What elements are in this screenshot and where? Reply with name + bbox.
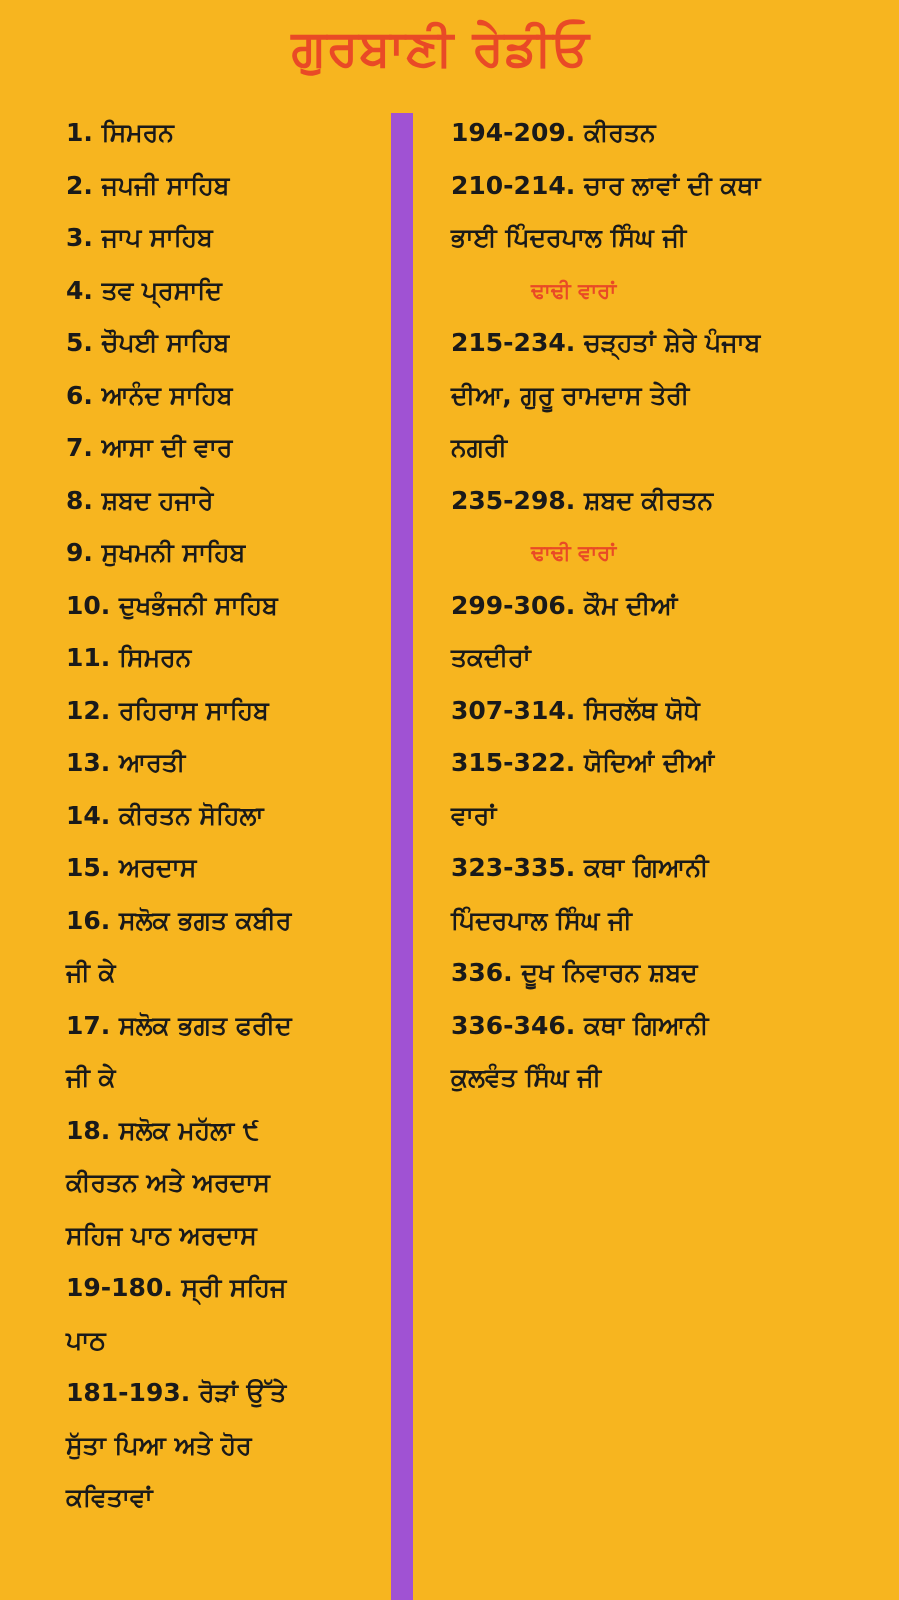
list-item: 19-180. ਸ੍ਰੀ ਸਹਿਜ bbox=[66, 1273, 287, 1302]
list-item: 10. ਦੁਖਭੰਜਨੀ ਸਾਹਿਬ bbox=[66, 590, 278, 620]
list-item: 5. ਚੌਪਈ ਸਾਹਿਬ bbox=[66, 328, 230, 357]
list-item: 11. ਸਿਮਰਨ bbox=[66, 643, 192, 672]
list-item: 1. ਸਿਮਰਨ bbox=[66, 118, 174, 147]
list-item: 307-314. ਸਿਰਲੱਥ ਯੋਧੇ bbox=[451, 695, 700, 725]
list-item: 9. ਸੁਖਮਨੀ ਸਾਹਿਬ bbox=[66, 538, 246, 567]
list-item: 336. ਦੂਖ ਨਿਵਾਰਨ ਸ਼ਬਦ bbox=[451, 958, 698, 987]
list-item: 16. ਸਲੋਕ ਭਗਤ ਕਬੀਰ bbox=[66, 905, 292, 935]
page-title: ਗੁਰਬਾਣੀ ਰੇਡੀਓ bbox=[291, 19, 590, 77]
list-item: ਨਗਰੀ bbox=[451, 433, 508, 462]
list-item: 17. ਸਲੋਕ ਭਗਤ ਫਰੀਦ bbox=[66, 1010, 292, 1040]
list-item: ਪਿੰਦਰਪਾਲ ਸਿੰਘ ਜੀ bbox=[451, 905, 632, 935]
list-item: 215-234. ਚੜ੍ਹਤਾਂ ਸ਼ੇਰੇ ਪੰਜਾਬ bbox=[451, 328, 761, 357]
list-item: ਕੀਰਤਨ ਅਤੇ ਅਰਦਾਸ bbox=[66, 1168, 270, 1197]
list-item: 7. ਆਸਾ ਦੀ ਵਾਰ bbox=[66, 433, 233, 462]
right-column-list bbox=[451, 107, 891, 1105]
list-item: ਵਾਰਾਂ bbox=[451, 800, 497, 830]
list-item: 15. ਅਰਦਾਸ bbox=[66, 853, 197, 882]
list-item: 3. ਜਾਪ ਸਾਹਿਬ bbox=[66, 223, 213, 252]
section-heading: ਢਾਢੀ ਵਾਰਾਂ bbox=[531, 541, 617, 565]
list-item: 13. ਆਰਤੀ bbox=[66, 748, 186, 777]
column-divider bbox=[391, 113, 413, 1600]
list-item: 336-346. ਕਥਾ ਗਿਆਨੀ bbox=[451, 1010, 709, 1040]
list-item: ਭਾਈ ਪਿੰਦਰਪਾਲ ਸਿੰਘ ਜੀ bbox=[451, 223, 687, 252]
list-item: ਸੁੱਤਾ ਪਿਆ ਅਤੇ ਹੋਰ bbox=[66, 1430, 252, 1460]
list-item: ਕੁਲਵੰਤ ਸਿੰਘ ਜੀ bbox=[451, 1063, 602, 1092]
list-item: 12. ਰਹਿਰਾਸ ਸਾਹਿਬ bbox=[66, 695, 269, 725]
list-item: ਜੀ ਕੇ bbox=[66, 1063, 116, 1092]
list-item: 14. ਕੀਰਤਨ ਸੋਹਿਲਾ bbox=[66, 800, 264, 830]
list-item: ਸਹਿਜ ਪਾਠ ਅਰਦਾਸ bbox=[66, 1220, 257, 1250]
list-item: 299-306. ਕੌਮ ਦੀਆਂ bbox=[451, 590, 678, 620]
list-item: ਜੀ ਕੇ bbox=[66, 958, 116, 987]
list-item: ਦੀਆ, ਗੁਰੂ ਰਾਮਦਾਸ ਤੇਰੀ bbox=[451, 380, 690, 410]
list-item: 194-209. ਕੀਰਤਨ bbox=[451, 118, 656, 147]
list-item: 315-322. ਯੋਦਿਆਂ ਦੀਆਂ bbox=[451, 748, 715, 777]
list-item: 8. ਸ਼ਬਦ ਹਜਾਰੇ bbox=[66, 485, 214, 515]
list-item: 235-298. ਸ਼ਬਦ ਕੀਰਤਨ bbox=[451, 485, 714, 515]
list-item: 210-214. ਚਾਰ ਲਾਵਾਂ ਦੀ ਕਥਾ bbox=[451, 170, 761, 200]
list-item: ਪਾਠ bbox=[66, 1325, 106, 1355]
list-item: ਤਕਦੀਰਾਂ bbox=[451, 643, 531, 672]
list-item: ਕਵਿਤਾਵਾਂ bbox=[66, 1483, 153, 1512]
left-column-list bbox=[66, 107, 384, 1525]
list-item: 323-335. ਕਥਾ ਗਿਆਨੀ bbox=[451, 853, 709, 882]
section-heading: ਢਾਢੀ ਵਾਰਾਂ bbox=[531, 278, 617, 303]
list-item: 6. ਆਨੰਦ ਸਾਹਿਬ bbox=[66, 380, 233, 410]
list-item: 181-193. ਰੋੜਾਂ ਉੱਤੇ bbox=[66, 1378, 287, 1407]
list-item: 2. ਜਪਜੀ ਸਾਹਿਬ bbox=[66, 170, 230, 200]
list-item: 18. ਸਲੋਕ ਮਹੱਲਾ ੯ bbox=[66, 1115, 260, 1145]
list-item: 4. ਤਵ ਪ੍ਰਸਾਦਿ bbox=[66, 275, 222, 305]
